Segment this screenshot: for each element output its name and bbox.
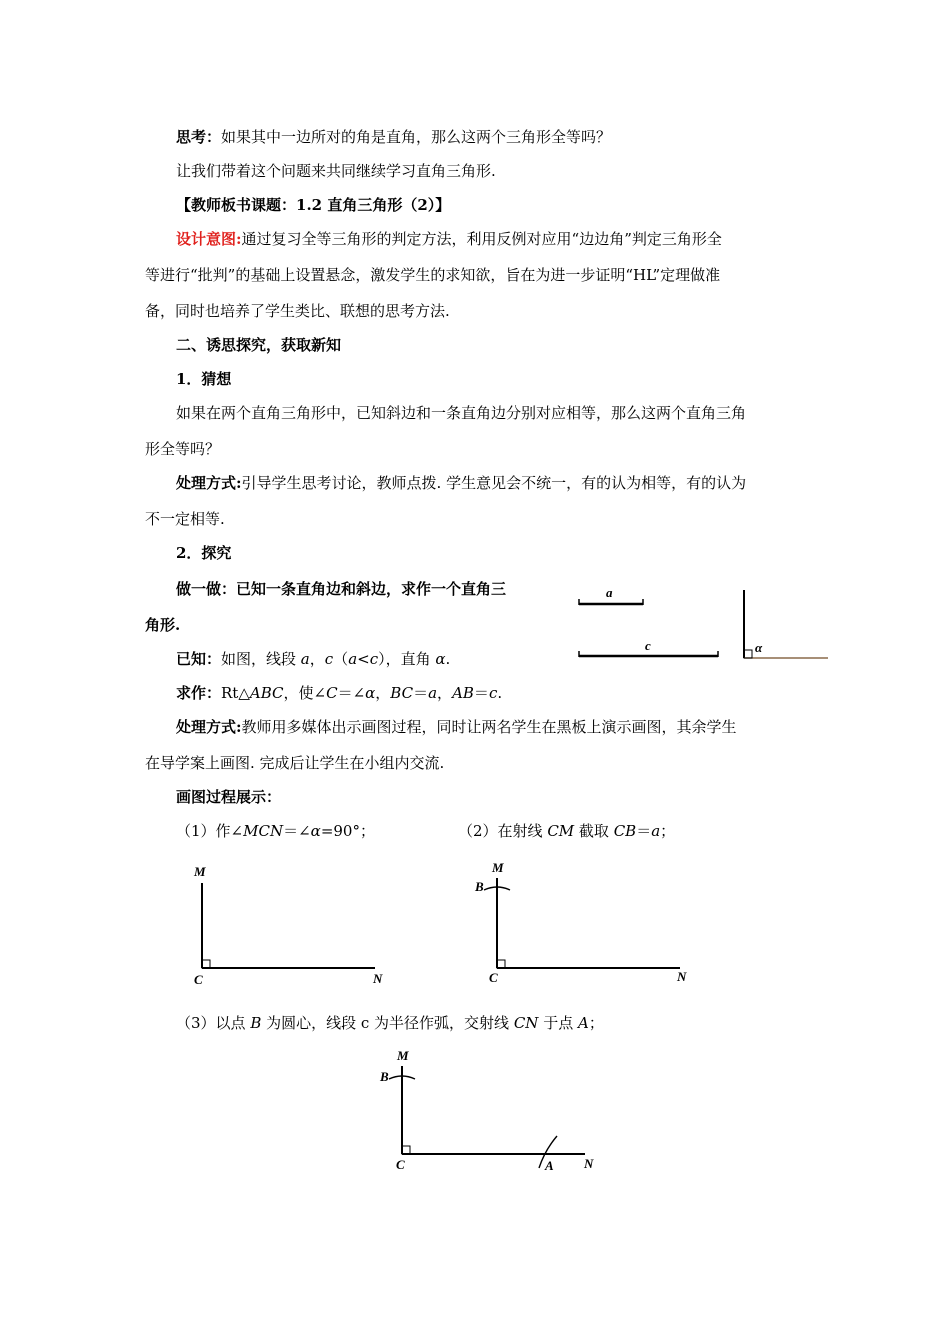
design-line-2: 等进行“批判”的基础上设置悬念，激发学生的求知欲，旨在为进一步证明“HL”定理做准	[145, 266, 721, 284]
task-line-1: 做一做：已知一条直角边和斜边，求作一个直角三	[176, 580, 507, 598]
method2-label: 处理方式:	[176, 718, 242, 736]
design-line-3: 备，同时也培养了学生类比、联想的思考方法.	[145, 302, 450, 320]
think-label: 思考：	[176, 128, 222, 146]
step3-label-c: C	[396, 1157, 405, 1172]
step1-label-m: M	[194, 864, 206, 879]
process-title: 画图过程展示：	[176, 788, 282, 806]
construct-line: 求作：Rt△ABC，使∠C＝∠α，BC＝a，AB＝c.	[176, 684, 503, 702]
step2-text: （2）在射线 CM 截取 CB＝a；	[458, 822, 676, 840]
method2-line-2: 在导学案上画图. 完成后让学生在小组内交流.	[145, 754, 445, 772]
step2-label-b: B	[475, 879, 484, 894]
segment-c	[579, 638, 718, 657]
alpha-label: α	[755, 640, 763, 655]
board-title: 【教师板书课题：1.2 直角三角形（2）】	[176, 196, 451, 214]
sub-heading-guess: 1．猜想	[176, 370, 232, 388]
think-paragraph	[176, 126, 611, 148]
step3-label-n: N	[584, 1156, 594, 1171]
step3-label-m: M	[397, 1048, 409, 1063]
segment-a-label: a	[606, 585, 613, 600]
step2-figure	[470, 858, 700, 993]
method2-line-1	[176, 716, 737, 738]
design-text-1: 通过复习全等三角形的判定方法，利用反例对应用“边边角”判定三角形全	[241, 230, 722, 248]
guess-line-1: 如果在两个直角三角形中，已知斜边和一条直角边分别对应相等，那么这两个直角三角	[176, 404, 747, 422]
step1-label-n: N	[373, 971, 383, 986]
step3-text: （3）以点 B 为圆心，线段 c 为半径作弧，交射线 CN 于点 A；	[176, 1014, 604, 1032]
think-text: 如果其中一边所对的角是直角，那么这两个三角形全等吗？	[221, 128, 612, 146]
method1-line-1	[176, 472, 746, 494]
step3-figure	[375, 1046, 615, 1181]
step3-label-a: A	[545, 1158, 554, 1173]
step2-label-c: C	[489, 970, 498, 985]
step3-label-b: B	[380, 1069, 389, 1084]
method1-line-2: 不一定相等.	[145, 510, 225, 528]
given-line: 已知：如图，线段 a，c（a<c），直角 α.	[176, 650, 451, 668]
step2-label-n: N	[677, 969, 687, 984]
segment-c-label: c	[645, 638, 651, 653]
given-figure	[570, 580, 840, 670]
lead-paragraph: 让我们带着这个问题来共同继续学习直角三角形.	[176, 162, 496, 180]
right-angle-alpha	[744, 590, 828, 658]
design-line-1	[176, 228, 722, 250]
guess-line-2: 形全等吗？	[145, 440, 221, 458]
sub-heading-explore: 2．探究	[176, 544, 232, 562]
design-label: 设计意图:	[176, 230, 242, 248]
section-heading-2: 二、诱思探究，获取新知	[176, 336, 342, 354]
step2-label-m: M	[492, 860, 504, 875]
method1-label: 处理方式:	[176, 474, 242, 492]
step1-label-c: C	[194, 972, 203, 987]
step1-text: （1）作∠MCN＝∠α=90°；	[176, 822, 375, 840]
method2-text-1: 教师用多媒体出示画图过程，同时让两名学生在黑板上演示画图，其余学生	[241, 718, 737, 736]
task-line-2: 角形.	[145, 616, 181, 634]
step1-figure	[185, 858, 405, 993]
method1-text-1: 引导学生思考讨论，教师点拨. 学生意见会不统一，有的认为相等，有的认为	[241, 474, 747, 492]
segment-a	[579, 585, 643, 605]
